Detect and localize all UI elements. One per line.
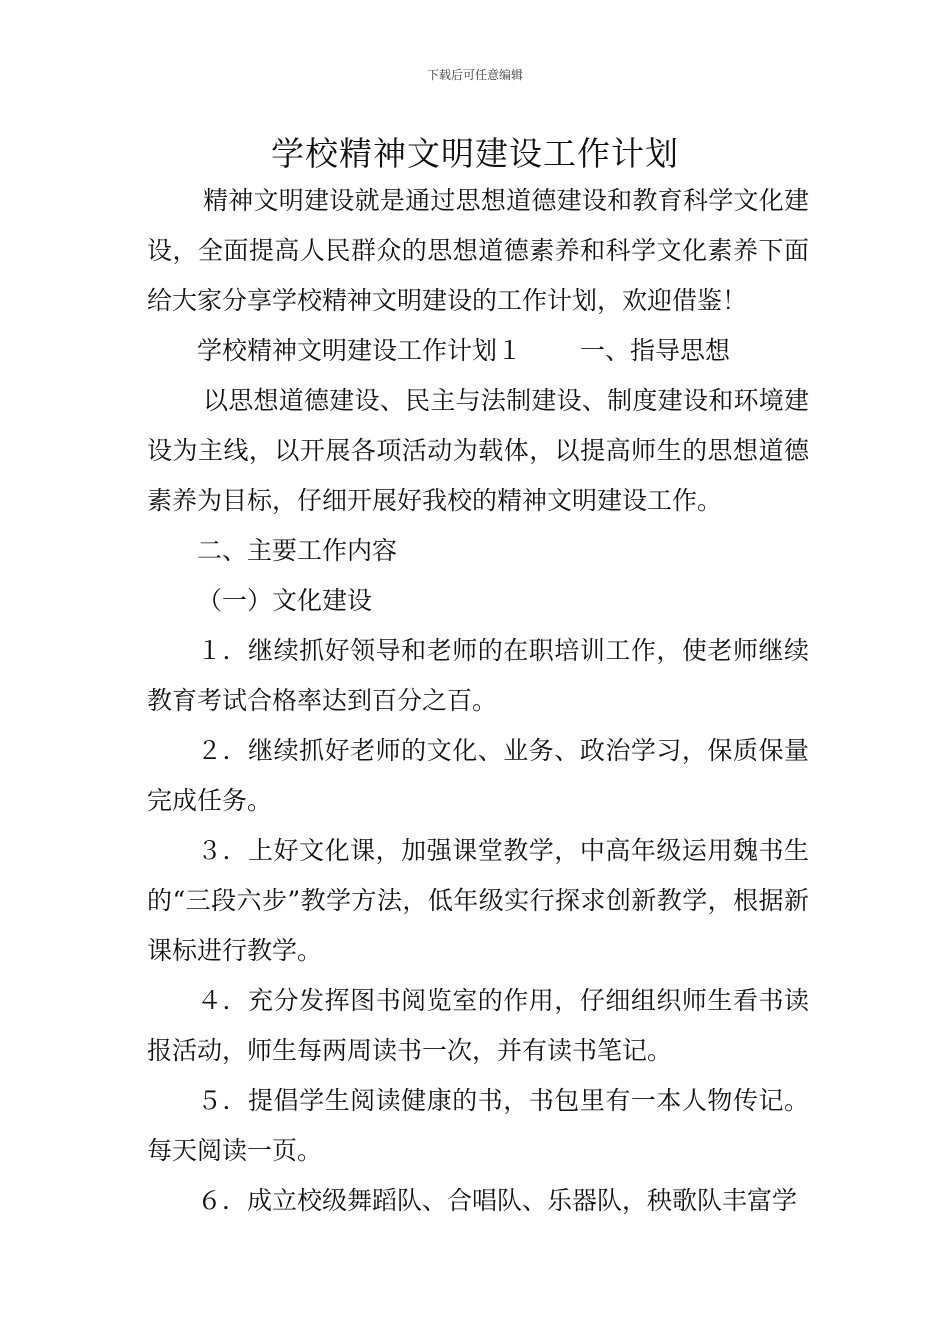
subsection1-heading: （一）文化建设 [197,586,373,615]
list-item-1: １．继续抓好领导和老师的在职培训工作，使老师继续教育考试合格率达到百分之百。 [147,636,809,715]
intro-paragraph: 精神文明建设就是通过思想道德建设和教育科学文化建设，全面提高人民群众的思想道德素养和科学文化素养下面给大家分享学校精神文明建设的工作计划，欢迎借鉴！ [147,186,809,315]
plan-heading-name: 学校精神文明建设工作计划１ [197,336,523,365]
guiding-thought-paragraph: 以思想道德建设、民主与法制建设、制度建设和环境建设为主线，以开展各项活动为载体，以提高师生的思想道德素养为目标，仔细开展好我校的精神文明建设工作。 [147,386,809,515]
list-item-3: ３．上好文化课，加强课堂教学，中高年级运用魏书生的“三段六步”教学方法，低年级实行探求创新教学，根据新课标进行教学。 [147,836,809,965]
section2-heading: 二、主要工作内容 [197,536,398,565]
plan-heading-line [147,326,809,376]
list-item-5: ５．提倡学生阅读健康的书，书包里有一本人物传记。每天阅读一页。 [147,1086,809,1165]
document-title: 学校精神文明建设工作计划 [271,134,679,173]
document-body [147,176,809,1226]
list-item-4: ４．充分发挥图书阅览室的作用，仔细组织师生看书读报活动，师生每两周读书一次，并有读书笔记。 [147,986,809,1065]
section1-heading: 一、指导思想 [580,336,731,365]
list-item-2: ２．继续抓好老师的文化、业务、政治学习，保质保量完成任务。 [147,736,809,815]
list-item-6: ６．成立校级舞蹈队、合唱队、乐器队，秧歌队丰富学 [197,1186,798,1215]
header-note: 下载后可任意编辑 [426,68,523,82]
